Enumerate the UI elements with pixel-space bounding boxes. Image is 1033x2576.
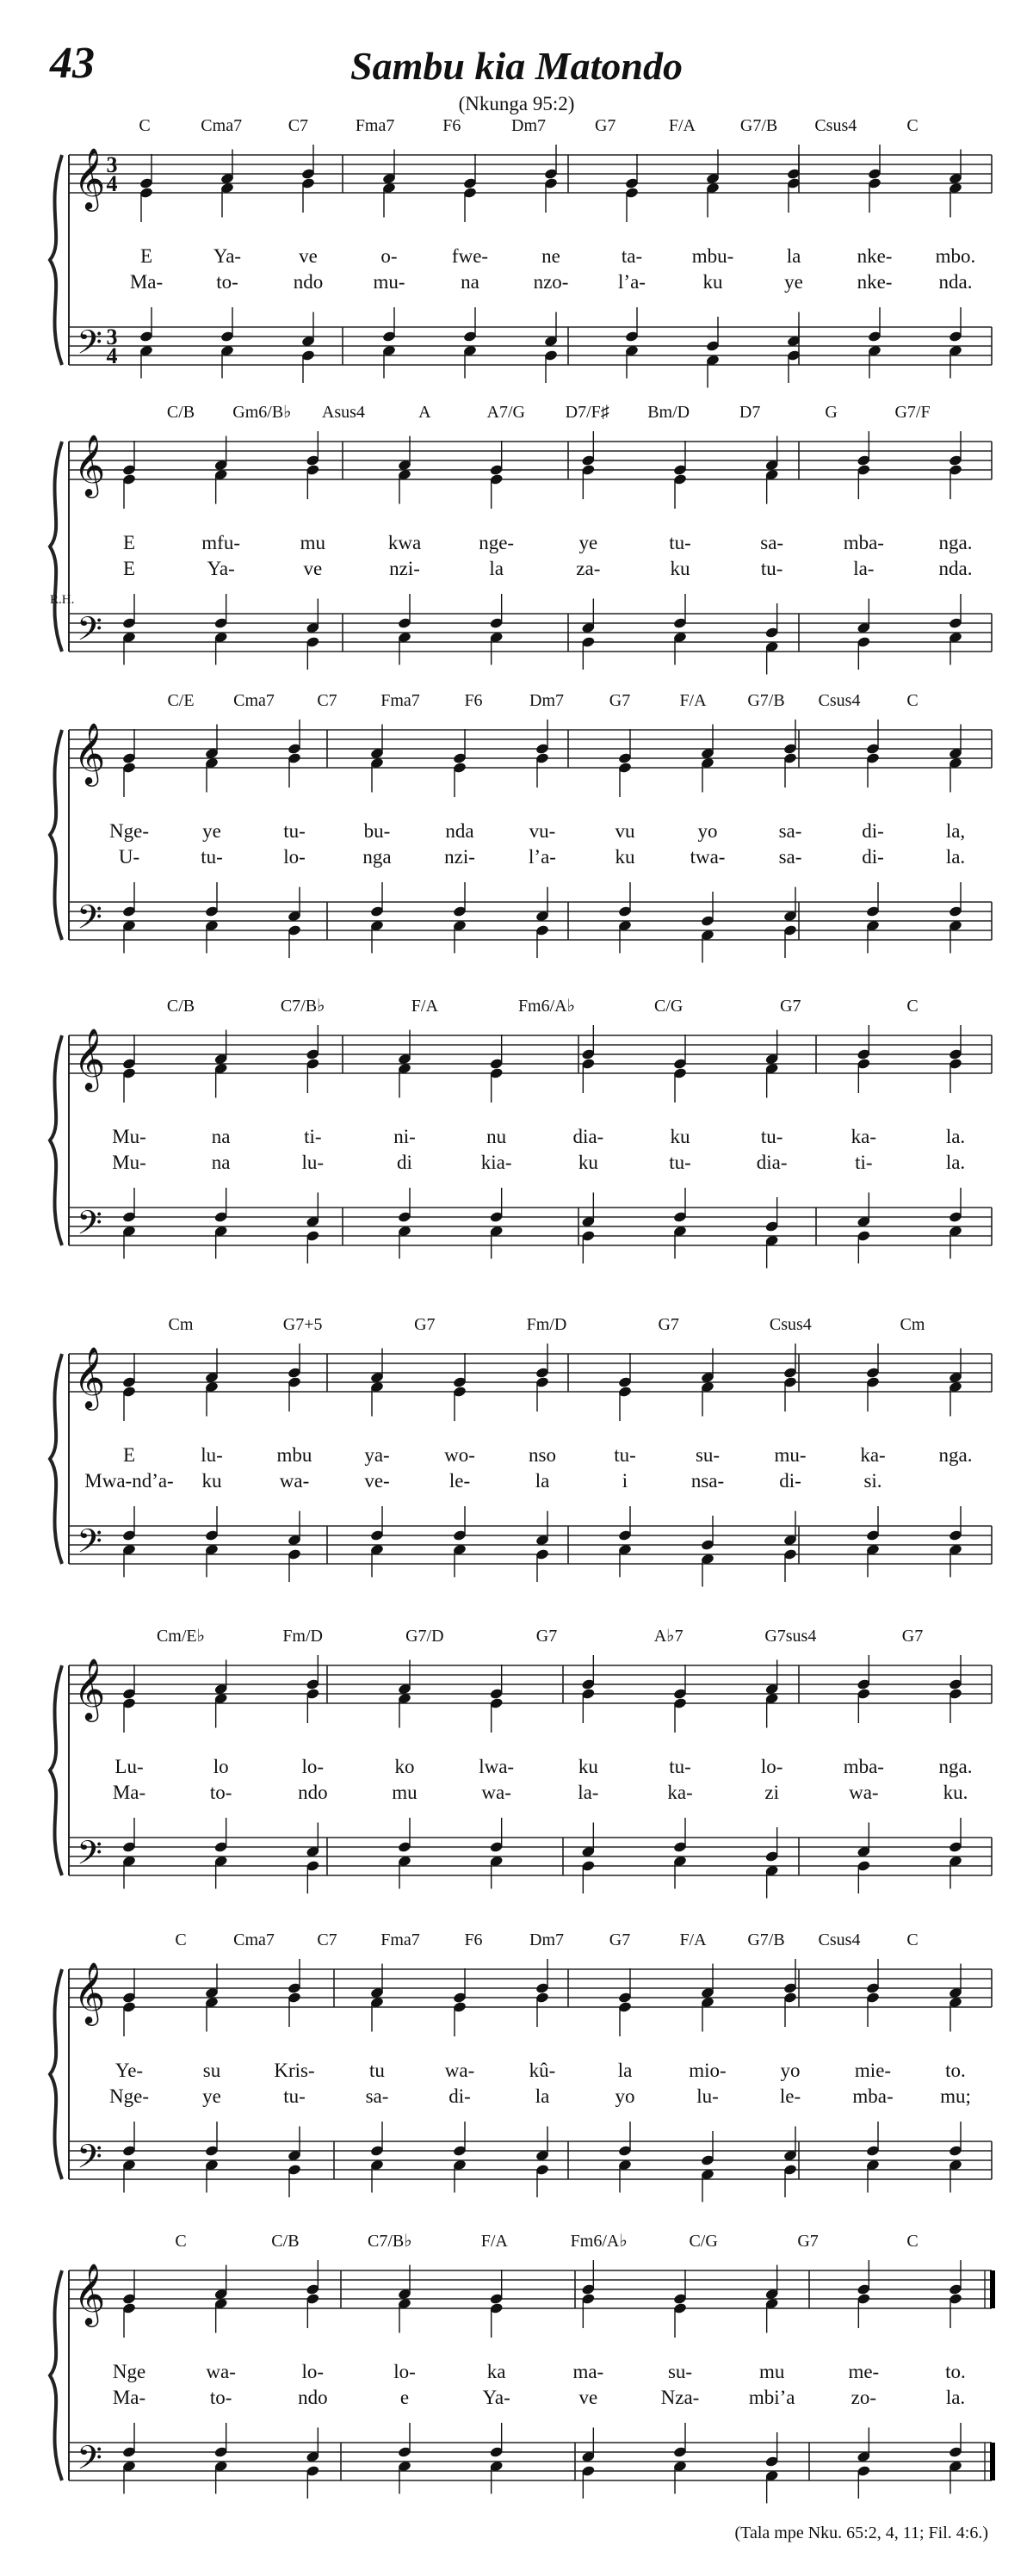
chord-symbol: Fm/D: [526, 1315, 567, 1334]
bass-clef: 𝄢: [77, 1205, 102, 1249]
lyric-verse-1: o-: [380, 245, 398, 267]
lyric-verse-1: wo-: [444, 1444, 475, 1466]
lyric-verse-1: vu-: [529, 820, 556, 842]
lyric-verse-1: mbu-: [691, 245, 734, 267]
chord-symbol: Dm7: [529, 691, 564, 710]
chord-symbol: Dm7: [529, 1930, 564, 1949]
lyric-verse-1: Ya-: [213, 245, 242, 267]
bass-clef: 𝄢: [77, 324, 102, 368]
lyric-verse-2: si.: [863, 1470, 882, 1492]
lyric-verse-2: ve: [303, 558, 323, 579]
lyric-verse-1: Ye-: [114, 2060, 144, 2081]
chord-symbol: Dm7: [511, 116, 546, 135]
chord-symbol: C: [906, 691, 919, 710]
chord-symbol: F/A: [679, 1930, 707, 1949]
lyric-verse-1: su: [202, 2060, 221, 2081]
chord-symbol: C/G: [689, 2232, 718, 2251]
lyric-verse-1: vu: [615, 820, 635, 842]
lyric-verse-1: ko: [394, 1756, 415, 1777]
hymn-number: 43: [50, 39, 95, 88]
lyric-verse-1: wa-: [206, 2361, 236, 2382]
lyric-verse-2: zo-: [851, 2387, 877, 2408]
lyric-verse-1: ya-: [364, 1444, 390, 1466]
chord-symbol: C: [906, 1930, 919, 1949]
chord-symbol: Fm6/A♭: [517, 997, 576, 1016]
lyric-verse-2: le-: [779, 2085, 801, 2107]
lyric-verse-2: la-: [578, 1782, 599, 1803]
lyric-verse-1: na: [211, 1126, 231, 1147]
lyric-verse-2: dia-: [756, 1152, 788, 1173]
chord-symbol: G7: [535, 1627, 558, 1646]
lyric-verse-2: le-: [448, 1470, 471, 1492]
lyric-verse-1: yo: [697, 820, 718, 842]
lyric-verse-1: bu-: [363, 820, 391, 842]
lyric-verse-1: mba-: [843, 532, 884, 553]
lyric-verse-2: nzi-: [389, 558, 420, 579]
lyric-verse-1: ti-: [304, 1126, 322, 1147]
lyric-verse-2: wa-: [279, 1470, 310, 1492]
chord-symbol: G7/B: [747, 1930, 785, 1949]
system-brace: [50, 730, 62, 940]
lyric-verse-2: mu;: [940, 2085, 971, 2107]
lyric-verse-2: lo-: [283, 846, 306, 868]
lyric-verse-1: lo: [213, 1756, 229, 1777]
lyric-verse-1: E: [139, 245, 153, 267]
system-brace: [50, 155, 62, 365]
lyric-verse-1: tu-: [669, 532, 691, 553]
lyric-verse-2: di-: [862, 846, 884, 868]
lyric-verse-1: nso: [529, 1444, 556, 1466]
chord-symbol: Bm/D: [647, 403, 690, 422]
chord-symbol: D7: [739, 403, 761, 422]
lyric-verse-2: la: [535, 2085, 550, 2107]
lyric-verse-1: lu-: [201, 1444, 223, 1466]
lyric-verse-1: kwa: [387, 532, 422, 553]
treble-clef: 𝄞: [73, 1964, 106, 2023]
treble-clef: 𝄞: [73, 1660, 106, 1719]
chord-symbol: F/A: [411, 997, 438, 1016]
bass-clef: 𝄢: [77, 2139, 102, 2183]
lyric-verse-2: nga: [362, 846, 392, 868]
lyric-verse-1: ka-: [860, 1444, 886, 1466]
chord-symbol: A♭7: [653, 1627, 684, 1646]
lyric-verse-2: wa-: [481, 1782, 511, 1803]
chord-symbol: G7: [594, 116, 616, 135]
lyric-verse-1: lo-: [393, 2361, 416, 2382]
lyric-verse-2: mbi’a: [748, 2387, 795, 2408]
chord-symbol: Csus4: [814, 116, 857, 135]
lyric-verse-2: za-: [576, 558, 601, 579]
lyric-verse-1: sa-: [760, 532, 784, 553]
lyric-verse-2: la.: [945, 2387, 966, 2408]
chord-symbol: F/A: [480, 2232, 508, 2251]
chord-symbol: G: [825, 403, 838, 422]
lyric-verse-1: lo-: [301, 1756, 325, 1777]
chord-symbol: G7sus4: [764, 1627, 817, 1646]
chord-symbol: A7/G: [486, 403, 526, 422]
lyric-verse-1: to.: [945, 2361, 966, 2382]
lyric-verse-1: ku: [670, 1126, 690, 1147]
treble-clef: 𝄞: [73, 436, 106, 495]
lyric-verse-1: mio-: [689, 2060, 727, 2081]
lyric-verse-2: ku: [702, 271, 723, 293]
lyric-verse-2: ve: [578, 2387, 598, 2408]
chord-symbol: G7: [658, 1315, 679, 1334]
chord-symbol: Fma7: [355, 116, 395, 135]
chord-symbol: Fma7: [380, 691, 420, 710]
lyric-verse-2: Mwa-nd’a-: [84, 1470, 174, 1492]
lyric-verse-1: di-: [862, 820, 884, 842]
chord-symbol: C/G: [653, 997, 684, 1016]
lyric-verse-2: tu-: [669, 1152, 691, 1173]
lyric-verse-2: Ya-: [482, 2387, 510, 2408]
chord-symbol: C: [906, 116, 919, 135]
chord-symbol: G7/B: [747, 691, 785, 710]
bass-clef: 𝄢: [77, 2440, 102, 2484]
lyric-verse-1: Kris-: [274, 2060, 315, 2081]
chord-symbol: Cm/E♭: [156, 1627, 206, 1646]
lyric-verse-1: ka-: [851, 1126, 877, 1147]
lyric-verse-1: ka: [486, 2361, 506, 2382]
system-brace: [50, 1665, 62, 1875]
time-signature-top: 3: [106, 152, 118, 177]
lyric-verse-2: nsa-: [690, 1470, 725, 1492]
lyric-verse-2: nzi-: [444, 846, 475, 868]
bass-clef: 𝄢: [77, 611, 102, 655]
lyric-verse-2: Ma-: [112, 1782, 146, 1803]
lyric-verse-2: tu-: [760, 558, 783, 579]
chord-symbol: Fm6/A♭: [570, 2232, 628, 2251]
chord-symbol: G7: [609, 1930, 631, 1949]
system-brace: [50, 2270, 62, 2480]
lyric-verse-1: ma-: [572, 2361, 604, 2382]
lyric-verse-1: ni-: [393, 1126, 416, 1147]
chord-symbol: C: [906, 2232, 919, 2251]
lyric-verse-2: E: [122, 558, 136, 579]
chord-symbol: Csus4: [818, 691, 861, 710]
lyric-verse-1: lo-: [301, 2361, 325, 2382]
scripture-footnote: (Tala mpe Nku. 65:2, 4, 11; Fil. 4:6.): [734, 2523, 988, 2542]
lyric-verse-1: la: [617, 2060, 633, 2081]
lyric-verse-1: nda: [445, 820, 474, 842]
lyric-verse-2: yo: [615, 2085, 635, 2107]
lyric-verse-2: to-: [209, 1782, 232, 1803]
lyric-verse-2: ku: [670, 558, 690, 579]
system-brace: [50, 1035, 62, 1245]
lyric-verse-2: ku: [201, 1470, 222, 1492]
treble-clef: 𝄞: [73, 725, 106, 783]
chord-symbol: C/E: [167, 691, 195, 710]
lyric-verse-1: Nge-: [109, 820, 149, 842]
lyric-verse-2: tu-: [201, 846, 223, 868]
system-brace: [50, 1354, 62, 1564]
chord-symbol: Csus4: [818, 1930, 861, 1949]
lyric-verse-1: tu-: [760, 1126, 783, 1147]
lyric-verse-1: nge-: [479, 532, 515, 553]
lyric-verse-1: lwa-: [479, 1756, 515, 1777]
lyric-verse-1: ve: [299, 245, 318, 267]
chord-symbol: Asus4: [321, 403, 365, 422]
chord-symbol: G7: [780, 997, 801, 1016]
lyric-verse-2: nda.: [938, 558, 973, 579]
lyric-verse-2: tu-: [283, 2085, 306, 2107]
chord-symbol: F6: [442, 116, 461, 135]
chord-symbol: Csus4: [769, 1315, 812, 1334]
lyric-verse-1: la: [786, 245, 801, 267]
lyric-verse-1: nke-: [857, 245, 893, 267]
lyric-verse-1: la,: [945, 820, 966, 842]
chord-symbol: C7/B♭: [368, 2232, 412, 2251]
lyric-verse-2: sa-: [778, 846, 802, 868]
lyric-verse-1: sa-: [778, 820, 802, 842]
lyric-verse-1: Lu-: [114, 1756, 144, 1777]
lyric-verse-1: tu-: [669, 1756, 691, 1777]
lyric-verse-2: i: [622, 1470, 628, 1492]
chord-symbol: Fm/D: [282, 1627, 324, 1646]
chord-symbol: C: [139, 116, 151, 135]
lyric-verse-1: nga.: [938, 1444, 973, 1466]
chord-symbol: F/A: [679, 691, 707, 710]
lyric-verse-1: ta-: [621, 245, 643, 267]
chord-symbol: Cma7: [233, 691, 275, 710]
chord-symbol: F6: [464, 1930, 483, 1949]
lyric-verse-1: tu-: [614, 1444, 636, 1466]
lyric-verse-2: lu-: [696, 2085, 719, 2107]
lyric-verse-2: nda.: [938, 271, 973, 293]
chord-symbol: C/B: [166, 997, 195, 1016]
hymn-subtitle: (Nkunga 95:2): [458, 93, 575, 114]
lyric-verse-1: ku: [578, 1756, 598, 1777]
treble-clef: 𝄞: [73, 150, 106, 208]
lyric-verse-1: mie-: [854, 2060, 892, 2081]
chord-symbol: Cm: [900, 1315, 925, 1334]
chord-symbol: C/B: [166, 403, 195, 422]
lyric-verse-1: lo-: [760, 1756, 783, 1777]
chord-symbol: G7+5: [282, 1315, 323, 1334]
chord-symbol: D7/F♯: [565, 403, 609, 422]
lyric-verse-2: mba-: [852, 2085, 894, 2107]
chord-symbol: Cma7: [201, 116, 243, 135]
chord-symbol: G7: [609, 691, 631, 710]
final-barline-thick: [990, 2443, 995, 2480]
bass-clef: 𝄢: [77, 899, 102, 943]
chord-symbol: G7: [414, 1315, 436, 1334]
chord-symbol: G7/B: [739, 116, 778, 135]
lyric-verse-2: lu-: [301, 1152, 325, 1173]
lyric-verse-1: yo: [780, 2060, 801, 2081]
lyric-verse-2: nke-: [857, 271, 893, 293]
lyric-verse-2: la: [535, 1470, 550, 1492]
lyric-verse-2: to-: [209, 2387, 232, 2408]
lyric-verse-2: mu: [392, 1782, 418, 1803]
lyric-verse-2: ka-: [667, 1782, 693, 1803]
lyric-verse-1: nu: [486, 1126, 507, 1147]
chord-symbol: G7/F: [894, 403, 931, 422]
lyric-verse-1: mbu: [276, 1444, 312, 1466]
time-signature-bottom: 4: [106, 343, 118, 368]
lyric-verse-1: mu: [758, 2361, 785, 2382]
lyric-verse-1: ye: [578, 532, 598, 553]
lyric-verse-2: nzo-: [533, 271, 569, 293]
lyric-verse-2: la.: [945, 1152, 966, 1173]
lyric-verse-2: ve-: [364, 1470, 390, 1492]
lyric-verse-1: wa-: [444, 2060, 475, 2081]
lyric-verse-2: Ma-: [129, 271, 164, 293]
lyric-verse-2: sa-: [365, 2085, 389, 2107]
lyric-verse-2: Mu-: [112, 1152, 146, 1173]
lyric-verse-1: to.: [945, 2060, 966, 2081]
lyric-verse-1: tu-: [283, 820, 306, 842]
chord-symbol: G7: [901, 1627, 924, 1646]
bass-clef: 𝄢: [77, 1835, 102, 1879]
treble-clef: 𝄞: [73, 1030, 106, 1089]
lyric-verse-2: ndo: [293, 271, 324, 293]
chord-symbol: C: [175, 1930, 187, 1949]
bass-clef: 𝄢: [77, 1523, 102, 1567]
lyric-verse-1: su-: [695, 1444, 721, 1466]
lyric-verse-2: wa-: [849, 1782, 879, 1803]
lyric-verse-1: Mu-: [112, 1126, 146, 1147]
lyric-verse-1: fwe-: [451, 245, 489, 267]
lyric-verse-1: mba-: [843, 1756, 884, 1777]
lyric-verse-2: ndo: [298, 2387, 328, 2408]
lyric-verse-1: ne: [541, 245, 560, 267]
lyric-verse-1: dia-: [572, 1126, 604, 1147]
lyric-verse-1: tu: [369, 2060, 385, 2081]
lyric-verse-1: Nge: [112, 2361, 146, 2382]
lyric-verse-2: l’a-: [529, 846, 556, 868]
treble-clef: 𝄞: [73, 1349, 106, 1407]
lyric-verse-2: e: [399, 2387, 410, 2408]
lyric-verse-2: di-: [448, 2085, 471, 2107]
lyric-verse-1: mu: [300, 532, 326, 553]
lyric-verse-2: Nza-: [660, 2387, 700, 2408]
lyric-verse-2: di: [397, 1152, 412, 1173]
lyric-verse-2: Ya-: [207, 558, 235, 579]
lyric-verse-2: zi: [764, 1782, 779, 1803]
chord-symbol: F6: [464, 691, 483, 710]
lyric-verse-2: mu-: [373, 271, 405, 293]
lyric-verse-2: twa-: [690, 846, 726, 868]
lyric-verse-1: E: [122, 532, 136, 553]
lyric-verse-2: la-: [853, 558, 875, 579]
lyric-verse-1: nga.: [938, 532, 973, 553]
lyric-verse-1: la.: [945, 1126, 966, 1147]
lyric-verse-2: ku.: [943, 1782, 968, 1803]
final-barline-thick: [990, 2270, 995, 2308]
lyric-verse-2: ku: [615, 846, 635, 868]
treble-clef: 𝄞: [73, 2265, 106, 2324]
lyric-verse-2: Nge-: [109, 2085, 149, 2107]
lyric-verse-2: ye: [202, 2085, 221, 2107]
system-brace: [50, 1969, 62, 2179]
lyric-verse-2: kia-: [480, 1152, 512, 1173]
lyric-verse-2: ti-: [855, 1152, 873, 1173]
lyric-verse-1: mbo.: [935, 245, 976, 267]
lyric-verse-2: to-: [216, 271, 238, 293]
lyric-verse-1: me-: [848, 2361, 880, 2382]
lyric-verse-2: di-: [779, 1470, 801, 1492]
chord-symbol: F/A: [668, 116, 696, 135]
lyric-verse-1: E: [122, 1444, 136, 1466]
right-hand-annotation: R.H.: [50, 593, 75, 607]
chord-symbol: C/B: [271, 2232, 300, 2251]
lyric-verse-1: su-: [667, 2361, 693, 2382]
chord-symbol: C: [175, 2232, 187, 2251]
chord-symbol: G7: [797, 2232, 819, 2251]
chord-symbol: C7/B♭: [280, 997, 325, 1016]
chord-symbol: C7: [317, 1930, 337, 1949]
lyric-verse-2: la.: [945, 846, 966, 868]
lyric-verse-2: U-: [118, 846, 140, 868]
lyric-verse-1: ye: [202, 820, 221, 842]
chord-symbol: C7: [288, 116, 309, 135]
lyric-verse-2: na: [211, 1152, 231, 1173]
time-signature-bottom: 4: [106, 171, 118, 196]
lyric-verse-2: ku: [578, 1152, 598, 1173]
lyric-verse-2: ye: [784, 271, 803, 293]
chord-symbol: Fma7: [380, 1930, 420, 1949]
chord-symbol: Gm6/B♭: [232, 403, 292, 422]
lyric-verse-2: Ma-: [112, 2387, 146, 2408]
chord-symbol: Cm: [168, 1315, 194, 1334]
hymn-title: Sambu kia Matondo: [350, 44, 683, 88]
chord-symbol: C7: [317, 691, 337, 710]
lyric-verse-2: na: [461, 271, 479, 293]
system-brace: [50, 442, 62, 652]
chord-symbol: A: [418, 403, 431, 422]
lyric-verse-2: l’a-: [618, 271, 646, 293]
lyric-verse-1: kû-: [529, 2060, 556, 2081]
lyric-verse-2: la: [489, 558, 504, 579]
time-signature-top: 3: [106, 324, 118, 349]
chord-symbol: G7/D: [405, 1627, 444, 1646]
lyric-verse-1: mfu-: [201, 532, 241, 553]
lyric-verse-1: mu-: [774, 1444, 807, 1466]
lyric-verse-2: ndo: [298, 1782, 328, 1803]
lyric-verse-1: nga.: [938, 1756, 973, 1777]
chord-symbol: Cma7: [233, 1930, 275, 1949]
chord-symbol: C: [906, 997, 919, 1016]
